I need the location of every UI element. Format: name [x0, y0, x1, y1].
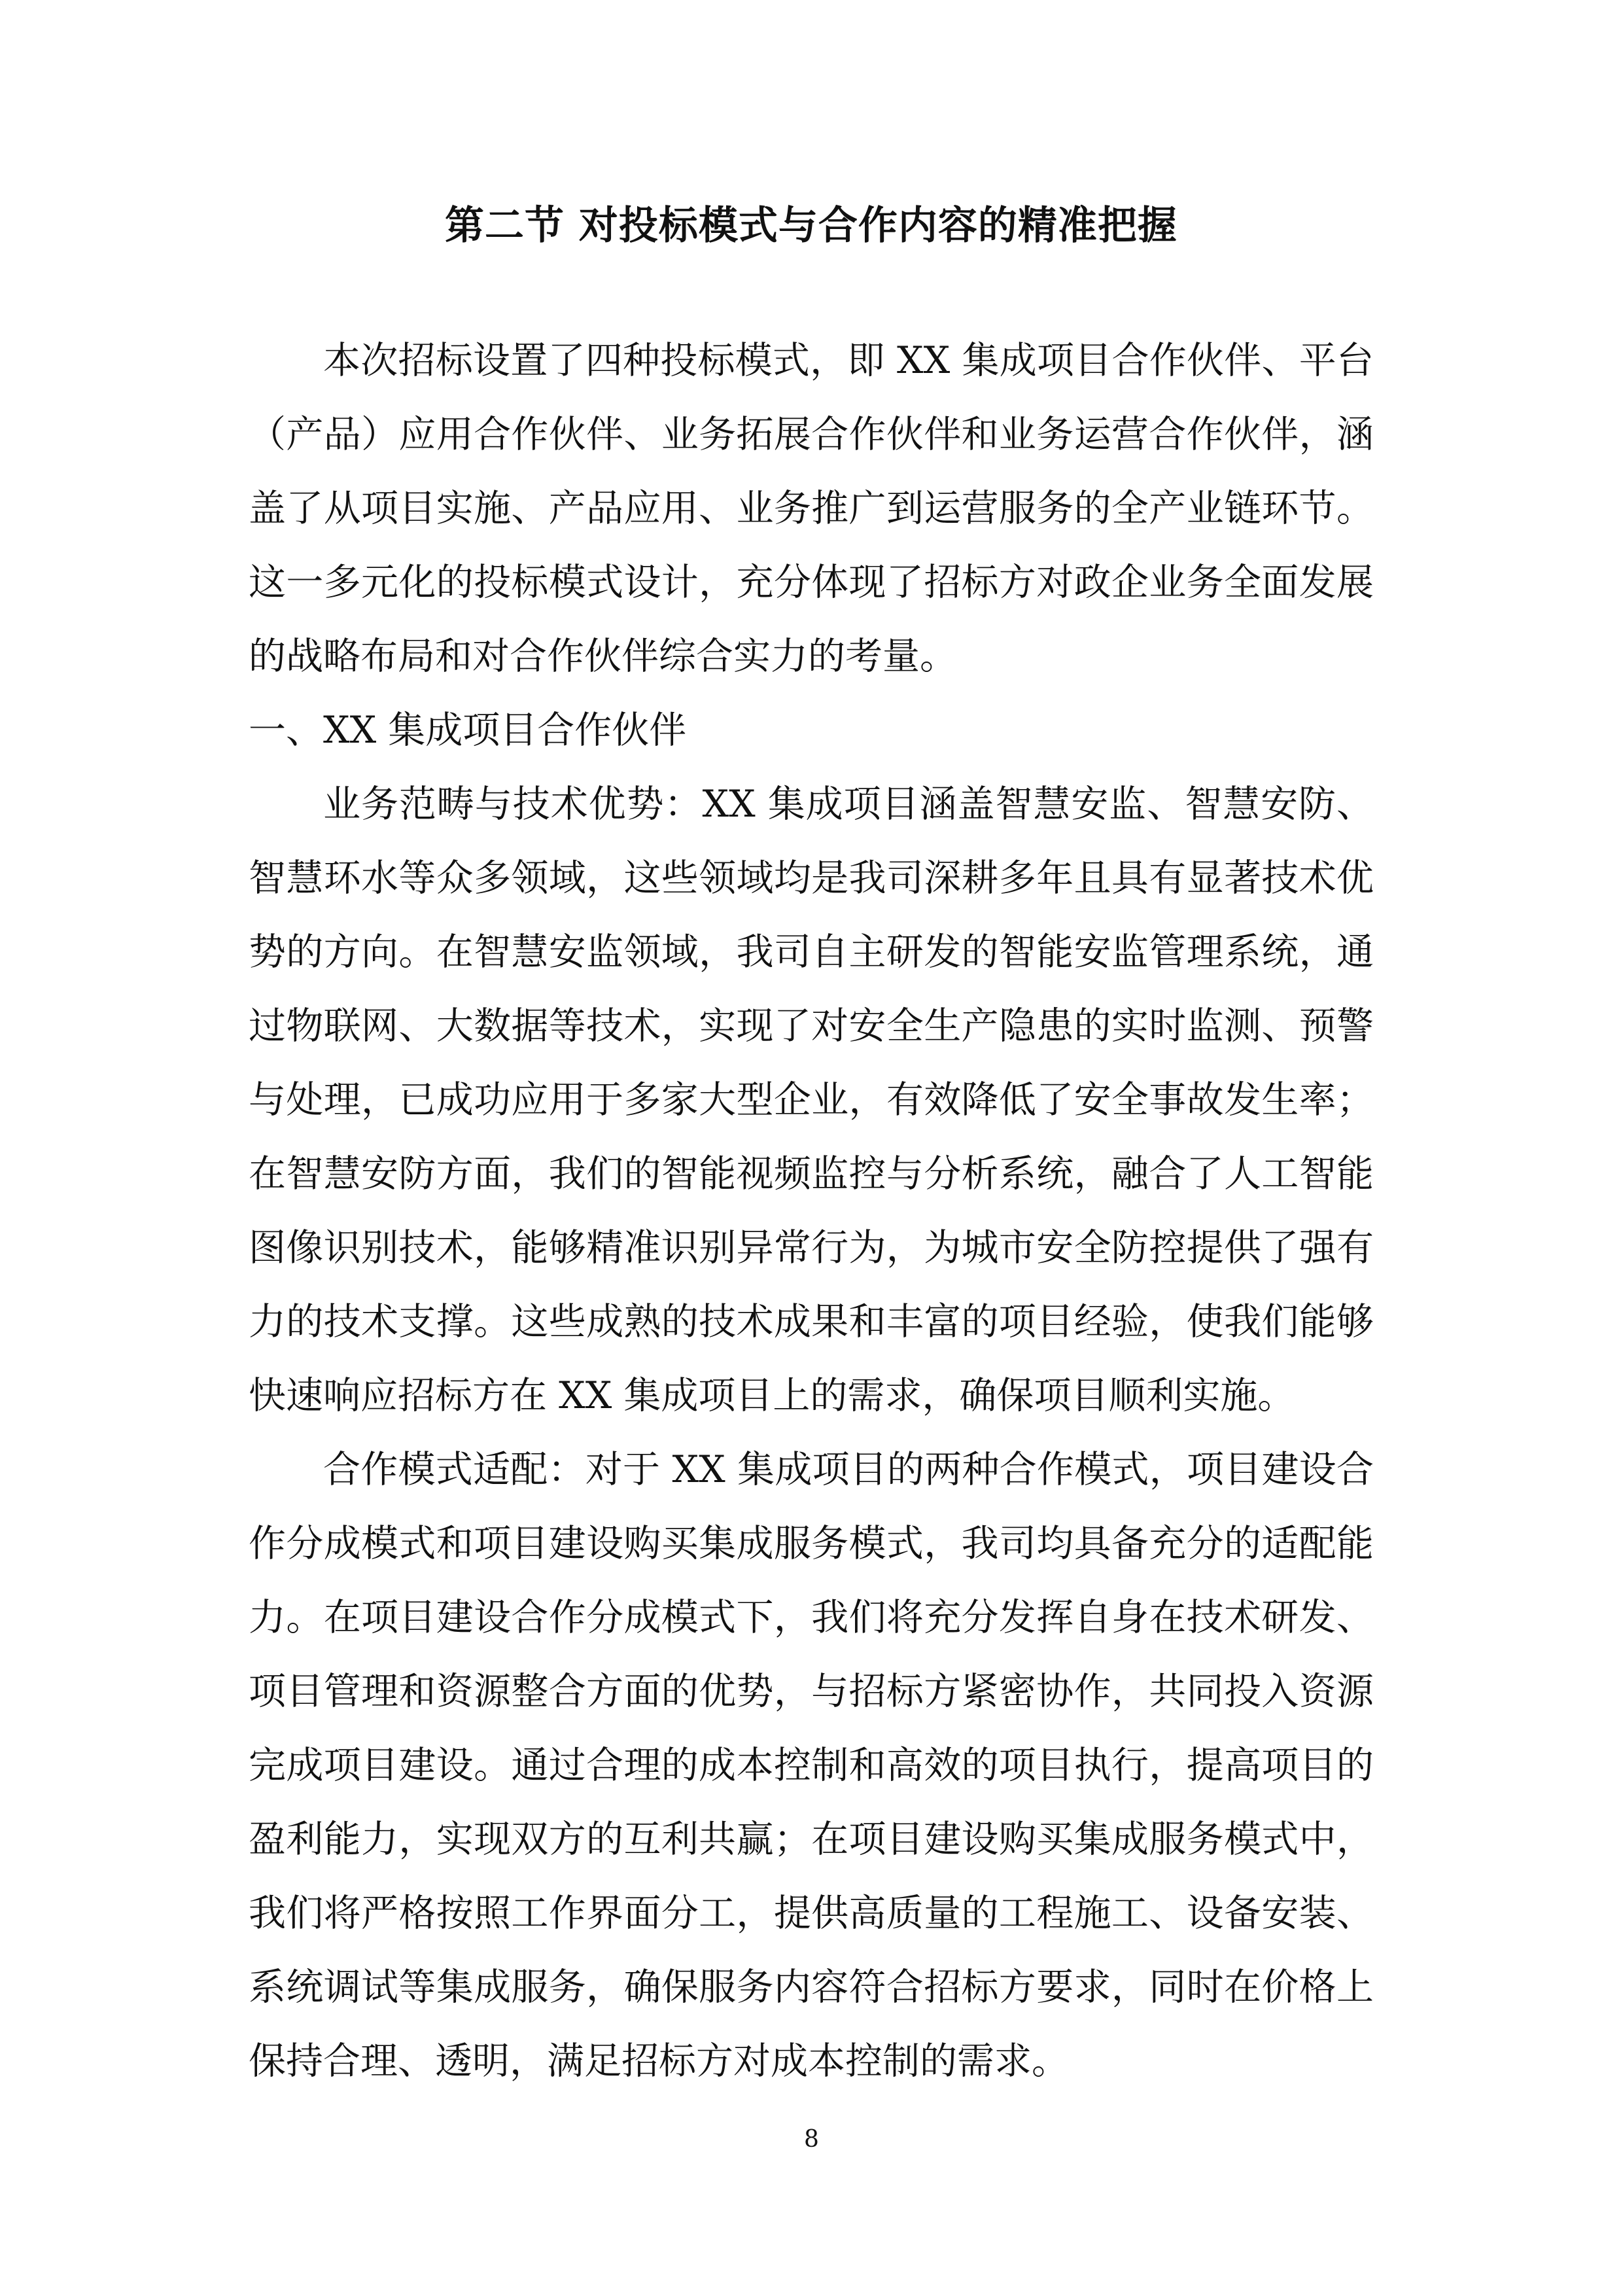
subheading-integration-partner: 一、XX 集成项目合作伙伴: [249, 709, 687, 752]
paragraph-business-scope: 业务范畴与技术优势：XX 集成项目涵盖智慧安监、智慧安防、智慧环水等众多领域，这些领域均是我司深耕多年且具有显著技术优势的方向。在智慧安监领域，我司自主研发的智能安监管理系统，通过物联网、大数据等技术，实现了对安全生产隐患的实时监测、预警与处理，已成功应用于多家大型企业，有效降低了安全事故发生率；在智慧安防方面，我们的智能视频监控与分析系统，融合了人工智能图像识别技术，能够精准识别异常行为，为城市安全防控提供了强有力的技术支撑。这些成熟的技术成果和丰富的项目经验，使我们能够快速响应招标方在 XX 集成项目上的需求，确保项目顺利实施。: [249, 783, 1374, 1417]
body-text: [249, 324, 1374, 2098]
section-title: 第二节 对投标模式与合作内容的精准把握: [445, 203, 1178, 249]
paragraph-cooperation-mode: 合作模式适配：对于 XX 集成项目的两种合作模式，项目建设合作分成模式和项目建设购买集成服务模式，我司均具备充分的适配能力。在项目建设合作分成模式下，我们将充分发挥自身在技术研发、项目管理和资源整合方面的优势，与招标方紧密协作，共同投入资源完成项目建设。通过合理的成本控制和高效的项目执行，提高项目的盈利能力，实现双方的互利共赢；在项目建设购买集成服务模式中，我们将严格按照工作界面分工，提供高质量的工程施工、设备安装、系统调试等集成服务，确保服务内容符合招标方要求，同时在价格上保持合理、透明，满足招标方对成本控制的需求。: [249, 1448, 1374, 2083]
page-number: 8: [804, 2126, 819, 2153]
paragraph-intro: 本次招标设置了四种投标模式，即 XX 集成项目合作伙伴、平台（产品）应用合作伙伴、业务拓展合作伙伴和业务运营合作伙伴，涵盖了从项目实施、产品应用、业务推广到运营服务的全产业链环节。这一多元化的投标模式设计，充分体现了招标方对政企业务全面发展的战略布局和对合作伙伴综合实力的考量。: [249, 339, 1374, 678]
